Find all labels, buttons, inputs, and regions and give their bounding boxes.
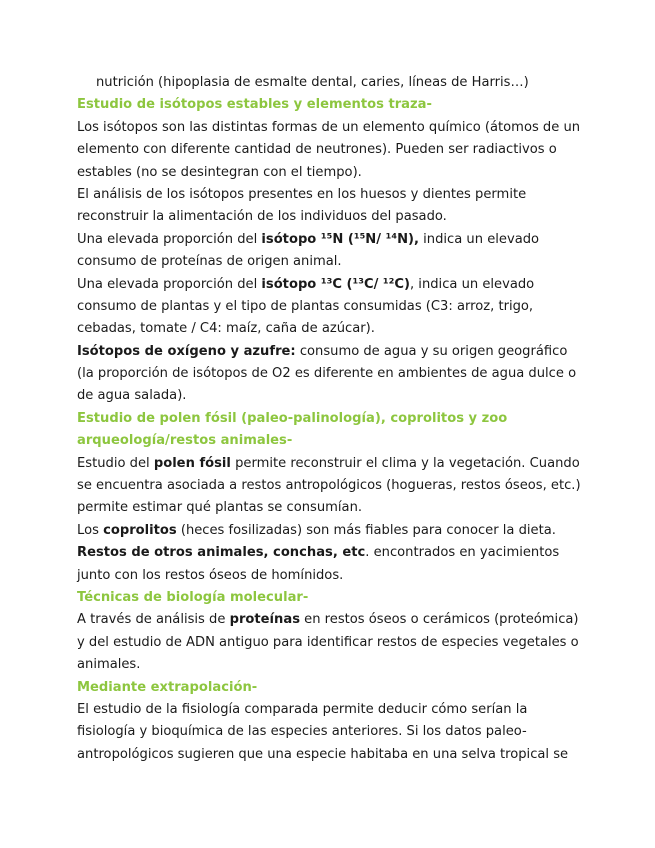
paragraph-line: El estudio de la fisiología comparada permite deducir cómo serían la xyxy=(77,701,528,717)
text-run: . encontrados en yacimientos xyxy=(365,545,560,561)
section-heading-pollen: Estudio de polen fósil (paleo-palinología), coprolitos y zoo xyxy=(77,410,508,426)
text-run: Una elevada proporción del xyxy=(77,276,262,292)
bold-term-pollen: polen fósil xyxy=(153,455,231,471)
document-body xyxy=(77,72,581,766)
paragraph-line: junto con los restos óseos de homínidos. xyxy=(77,567,344,583)
text-run: permite reconstruir el clima y la vegetación. Cuando xyxy=(230,455,580,471)
continued-line: nutrición (hipoplasia de esmalte dental, caries, líneas de Harris…) xyxy=(96,75,529,90)
paragraph-line: se encuentra asociada a restos antropológicos (hogueras, restos óseos, etc.) xyxy=(77,478,581,494)
section-heading-extrapolation: Mediante extrapolación- xyxy=(77,679,258,695)
animal-remains-line xyxy=(77,542,577,564)
paragraph-line: cebadas, tomate / C4: maíz, caña de azúcar). xyxy=(77,321,375,337)
text-run: , indica un elevado xyxy=(409,276,535,292)
text-run: indica un elevado xyxy=(419,231,540,247)
section-heading-pollen-cont: arqueología/restos animales- xyxy=(77,433,293,449)
nitrogen-isotope-line xyxy=(77,229,577,251)
pollen-line xyxy=(77,453,580,475)
section-heading-isotopes: Estudio de isótopos estables y elementos traza- xyxy=(77,97,432,113)
bold-term-coprolites: coprolitos xyxy=(103,522,177,538)
paragraph-line: de agua salada). xyxy=(77,388,187,404)
paragraph-line: animales. xyxy=(77,657,141,673)
paragraph-line: elemento con diferente cantidad de neutrones). Pueden ser radiactivos o xyxy=(77,142,557,158)
bold-term-proteins: proteínas xyxy=(229,612,300,628)
oxygen-sulfur-line xyxy=(77,341,577,363)
paragraph-line: estables (no se desintegran con el tiempo). xyxy=(77,164,362,180)
paragraph-line: permite estimar qué plantas se consumían. xyxy=(77,500,363,516)
text-run: (heces fosilizadas) son más fiables para conocer la dieta. xyxy=(176,522,556,538)
carbon-isotope-line xyxy=(77,274,577,296)
paragraph-line: Los isótopos son las distintas formas de un elemento químico (átomos de un xyxy=(77,119,581,135)
paragraph-line: consumo de plantas y el tipo de plantas consumidas (C3: arroz, trigo, xyxy=(77,298,534,314)
bold-term-carbon: isótopo ¹³C (¹³C/ ¹²C) xyxy=(261,276,410,292)
paragraph-line: fisiología y bioquímica de las especies anteriores. Si los datos paleo- xyxy=(77,724,527,740)
bold-term-oxygen: Isótopos de oxígeno y azufre: xyxy=(77,343,296,359)
paragraph-line: El análisis de los isótopos presentes en los huesos y dientes permite xyxy=(77,186,527,202)
paragraph-line: reconstruir la alimentación de los individuos del pasado. xyxy=(77,209,447,225)
text-run: Los xyxy=(77,522,104,538)
paragraph-line: (la proporción de isótopos de O2 es diferente en ambientes de agua dulce o xyxy=(77,366,577,382)
text-run: consumo de agua y su origen geográfico xyxy=(295,343,568,359)
text-run: Estudio del xyxy=(77,455,154,471)
section-heading-molecular: Técnicas de biología molecular- xyxy=(77,589,309,605)
bold-term-nitrogen: isótopo ¹⁵N (¹⁵N/ ¹⁴N), xyxy=(261,231,419,247)
paragraph-line: antropológicos sugieren que una especie habitaba en una selva tropical se xyxy=(77,746,569,762)
bold-term-remains: Restos de otros animales, conchas, etc xyxy=(77,545,366,561)
text-run: Una elevada proporción del xyxy=(77,231,262,247)
text-run: A través de análisis de xyxy=(77,612,230,628)
text-run: en restos óseos o cerámicos (proteómica) xyxy=(299,612,579,628)
coprolites-line xyxy=(77,520,577,542)
proteins-line xyxy=(77,609,577,631)
paragraph-line: y del estudio de ADN antiguo para identificar restos de especies vegetales o xyxy=(77,634,579,650)
paragraph-line: consumo de proteínas de origen animal. xyxy=(77,254,342,270)
